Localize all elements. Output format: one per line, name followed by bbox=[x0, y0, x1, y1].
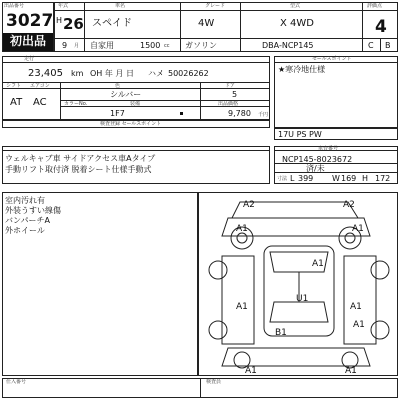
shift-value: AT bbox=[10, 97, 23, 108]
prev-label: ハメ bbox=[148, 69, 164, 78]
score-value: 4 bbox=[375, 17, 387, 37]
mileage-label: 走行 bbox=[24, 56, 35, 62]
price-label: 出品価格 bbox=[218, 101, 239, 107]
height-label: H bbox=[362, 174, 369, 183]
use-type: 自家用 bbox=[90, 41, 114, 50]
width-label: W bbox=[332, 174, 340, 183]
exterior-grade: B bbox=[385, 41, 391, 50]
damage-code: A1 bbox=[353, 320, 365, 330]
damage-code: U1 bbox=[296, 294, 309, 304]
color-code-label: カラーNo. bbox=[64, 101, 88, 107]
price-unit: 千円 bbox=[258, 112, 269, 118]
damage-code: A1 bbox=[236, 224, 248, 234]
interior-grade: C bbox=[368, 41, 374, 50]
features-text: ★寒冷地仕様 bbox=[278, 65, 326, 74]
footer-right-label: 検査員 bbox=[206, 379, 222, 385]
inspector-line-1: 室内汚れ有 bbox=[5, 196, 45, 205]
grade-detail: X 4WD bbox=[280, 18, 314, 29]
inspector-line-4: 外ホイール bbox=[5, 226, 45, 235]
month-value: 9 bbox=[62, 41, 68, 50]
comment-line-1: ウェルキャブ車 サイドアクセス車Aタイプ bbox=[5, 154, 156, 163]
month-unit: 月 bbox=[74, 43, 80, 49]
length-label: L bbox=[290, 174, 295, 183]
mileage-value: 23,405 bbox=[28, 68, 63, 79]
car-name: スペイド bbox=[92, 18, 132, 29]
color-code: 1F7 bbox=[110, 109, 125, 118]
width-value: 169 bbox=[341, 174, 357, 183]
grade-value: 4W bbox=[198, 18, 215, 29]
year-era: H bbox=[56, 16, 63, 25]
overhaul-info: OH 年 月 日 bbox=[90, 69, 134, 78]
doors-label: ドア bbox=[225, 83, 235, 89]
year-label: 年式 bbox=[58, 3, 69, 9]
mileage-unit: km bbox=[71, 69, 84, 78]
cc-unit: cc bbox=[164, 43, 170, 49]
ac-label: エアコン bbox=[30, 83, 50, 89]
notes-label: 検査登録 セールスポイント bbox=[100, 121, 162, 127]
chassis-label: 車台番号 bbox=[318, 146, 339, 152]
engine-cc: 1500 bbox=[140, 41, 161, 50]
shift-label: シフト bbox=[6, 83, 22, 89]
footer-left-label: 仕入番号 bbox=[6, 379, 27, 385]
score-label: 評価点 bbox=[367, 3, 383, 9]
damage-code: B1 bbox=[275, 328, 287, 338]
color-value: シルバー bbox=[110, 90, 142, 99]
inspector-line-3: バンパーチA bbox=[5, 216, 50, 225]
inspector-line-2: 外装うすい線傷 bbox=[5, 206, 61, 215]
lot-label: 出品番号 bbox=[4, 3, 25, 9]
car-name-label: 車名 bbox=[115, 3, 126, 9]
type-label: 型式 bbox=[290, 3, 301, 9]
damage-code: A2 bbox=[343, 200, 355, 210]
comment-line-2: 手動リフト取付済 脱着シート仕様手動式 bbox=[5, 165, 152, 174]
damage-code: A1 bbox=[245, 366, 257, 376]
first-listing-badge: 初出品 bbox=[3, 33, 53, 51]
lot-number: 3027 bbox=[6, 11, 54, 31]
fuel-type: ガソリン bbox=[185, 41, 217, 50]
grade-label: グレード bbox=[205, 3, 226, 9]
car-damage-diagram bbox=[198, 192, 398, 376]
damage-code: A1 bbox=[312, 259, 324, 269]
length-value: 399 bbox=[298, 174, 314, 183]
reg-status: 済/未 bbox=[306, 164, 325, 173]
equipment-line: 17U PS PW bbox=[278, 130, 322, 139]
dims-label: 寸法 bbox=[277, 176, 288, 182]
color-label: 色 bbox=[115, 83, 121, 89]
height-value: 172 bbox=[375, 174, 391, 183]
features-label: セールスポイント bbox=[312, 56, 352, 62]
damage-code: A1 bbox=[350, 302, 362, 312]
model-code: DBA-NCP145 bbox=[262, 41, 314, 50]
year-value: 26 bbox=[63, 15, 84, 33]
damage-code: A1 bbox=[345, 366, 357, 376]
prev-number: 50026262 bbox=[168, 69, 209, 78]
price-value: 9,780 bbox=[228, 109, 251, 118]
chassis-number: NCP145-8023672 bbox=[282, 155, 353, 164]
damage-code: A2 bbox=[243, 200, 255, 210]
damage-code: A1 bbox=[352, 224, 364, 234]
equipment-label: 装備 bbox=[130, 101, 141, 107]
equipment-dot bbox=[180, 112, 183, 115]
doors-value: 5 bbox=[232, 90, 238, 99]
damage-code: A1 bbox=[236, 302, 248, 312]
ac-value: AC bbox=[33, 97, 47, 108]
